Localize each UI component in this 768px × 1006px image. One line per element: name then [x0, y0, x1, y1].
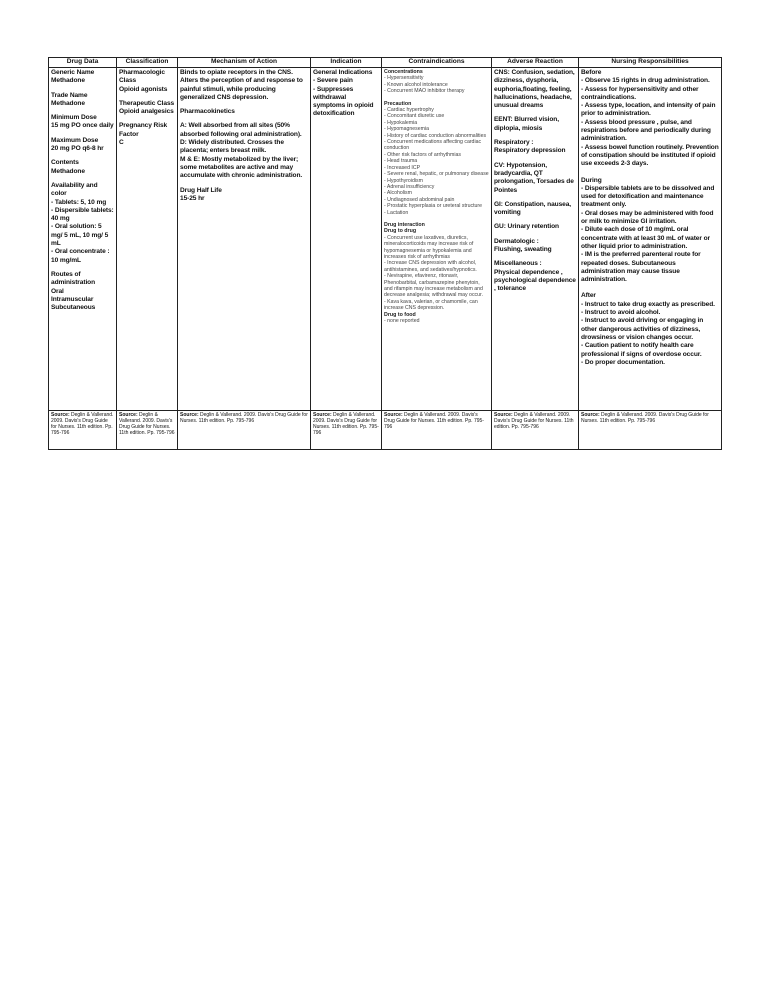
- half-life-value: 15-25 hr: [180, 194, 205, 202]
- therapeutic-class-label: Therapeutic Class: [119, 99, 175, 107]
- during-item: - IM is the preferred parenteral route for repeated doses. Subcutaneous administration may cause tissue administration.: [581, 251, 701, 284]
- indication-label: General Indications: [313, 69, 373, 76]
- gi-value: Constipation, nausea, vomiting: [494, 200, 572, 217]
- precaution-item: - Increased ICP: [384, 164, 421, 171]
- indication-item: - Severe pain: [313, 77, 353, 85]
- eent-value: Blurred vision, diplopia, miosis: [494, 116, 559, 132]
- pharmacologic-class-value: Opioid agonists: [119, 85, 168, 93]
- trade-name-value: Methadone: [51, 99, 85, 107]
- during-item: - Dilute each dose of 10 mg/mL oral concentrate with at least 30 mL of water or other liquid prior to administration.: [581, 226, 710, 250]
- header-indication: Indication: [311, 58, 382, 68]
- cv-label: CV:: [494, 161, 505, 169]
- source-label: Source:: [581, 412, 600, 418]
- indication-item: - Suppresses withdrawal symptoms in opioid detoxification: [313, 85, 374, 118]
- header-drug-data: Drug Data: [49, 58, 117, 68]
- drug-to-food-label: Drug to food: [384, 311, 416, 318]
- classification-cell: [117, 68, 178, 411]
- dermatologic-value: Flushing, sweating: [494, 246, 552, 254]
- header-adverse-reaction: Adverse Reaction: [492, 58, 579, 68]
- precaution-item: - History of cardiac conduction abnormalities: [384, 132, 487, 139]
- metabolism-text: M & E: Mostly metabolized by the liver; some metabolites are active and may accumulate with chronic administration.: [180, 155, 303, 180]
- precaution-item: - Hypokalemia: [384, 119, 418, 126]
- during-label: During: [581, 176, 602, 184]
- route-item: Subcutaneous: [51, 304, 96, 312]
- before-item: - Assess bowel function routinely. Prevention of constipation should be instituted if opioid use exceeds 2-3 days.: [581, 143, 719, 168]
- precaution-item: - Severe renal, hepatic, or pulmonary disease: [384, 171, 489, 178]
- half-life-label: Drug Half Life: [180, 186, 222, 194]
- contents-label: Contents: [51, 159, 79, 167]
- routes-label: Routes of administration: [51, 270, 96, 287]
- availability-item: - Oral solution: 5 mg/ 5 mL, 10 mg/ 5 mL: [51, 223, 109, 248]
- drug-to-drug-item: - Increase CNS depression with alcohol, antihistamines, and sedatives/hypnotics.: [384, 260, 477, 273]
- after-item: - Instruct to avoid driving or engaging in other dangerous activities of dizziness, drowsiness or vision changes occur.: [581, 317, 704, 341]
- adverse-gu: [494, 223, 576, 231]
- drug-to-drug-label: Drug to drug: [384, 228, 417, 235]
- source-row: [49, 411, 722, 450]
- trade-name-label: Trade Name: [51, 91, 88, 99]
- route-item: Oral: [51, 287, 64, 295]
- min-dose-label: Minimum Dose: [51, 114, 97, 122]
- source-label: Source:: [494, 412, 513, 418]
- precaution-item: - Hypothyroidism: [384, 177, 423, 184]
- source-text: Deglin & Vallerand. 2009. Davis's Drug Guide for Nurses. 11th edition. Pp. 795-796: [494, 412, 574, 430]
- drug-interaction-label: Drug interaction: [384, 221, 425, 228]
- gu-label: GU:: [494, 223, 506, 231]
- precaution-item: - Other risk factors of arrhythmias: [384, 151, 461, 158]
- concentration-item: - Concurrent MAO inhibitor therapy: [384, 88, 465, 95]
- absorption-text: A: Well absorbed from all sites (50% absorbed following oral administration).: [180, 122, 302, 138]
- max-dose-value: 20 mg PO q6-8 hr: [51, 145, 104, 153]
- source-text: Deglin & Vallerand. 2009. Davis's Drug Guide for Nurses. 11th edition. Pp. 795-796: [180, 412, 308, 424]
- cns-value: Confusion, sedation, dizziness, dysphoria, euphoria,floating, feeling, hallucinations, headache, unusual dreams: [494, 69, 575, 110]
- pharmacologic-class-label: Pharmacologic Class: [119, 69, 165, 85]
- respiratory-label: Respiratory :: [494, 139, 534, 147]
- precaution-item: - Alcoholism: [384, 190, 412, 197]
- source-label: Source:: [180, 412, 199, 418]
- source-label: Source:: [51, 412, 70, 418]
- during-item: - Dispersible tablets are to be dissolved and used for detoxification and maintenance treatment only.: [581, 184, 715, 209]
- indication-cell: [311, 68, 382, 411]
- after-item: - Instruct to avoid alcohol.: [581, 309, 661, 317]
- concentration-item: - Known alcohol intolerance: [384, 81, 448, 88]
- concentration-item: - Hypersensitivity: [384, 75, 424, 82]
- contraindications-cell: [382, 68, 492, 411]
- respiratory-value: Respiratory depression: [494, 147, 566, 155]
- source-label: Source:: [119, 412, 138, 418]
- availability-item: - Tablets: 5, 10 mg: [51, 198, 107, 206]
- before-item: - Assess for hypersensitivity and other contraindications.: [581, 85, 699, 101]
- gi-label: GI:: [494, 200, 503, 208]
- source-cell: [382, 411, 492, 450]
- miscellaneous-label: Miscellaneous :: [494, 260, 542, 268]
- therapeutic-class-value: Opioid analgesics: [119, 108, 174, 116]
- source-text: Deglin & Vallerand. 2009. Davis's Drug Guide for Nurses. 11th edition. Pp. 795-796: [51, 412, 114, 436]
- precaution-item: - Lactation: [384, 209, 409, 216]
- gu-value: Urinary retention: [507, 223, 559, 231]
- source-cell: [579, 411, 722, 450]
- precaution-item: - Concomitant diuretic use: [384, 113, 445, 120]
- eent-label: EENT:: [494, 116, 513, 124]
- header-mechanism: Mechanism of Action: [178, 58, 311, 68]
- availability-item: - Dispersible tablets: 40 mg: [51, 206, 114, 223]
- contents-value: Methadone: [51, 167, 85, 175]
- after-item: - Instruct to take drug exactly as prescribed.: [581, 300, 715, 308]
- pregnancy-risk-label: Pregnancy Risk Factor: [119, 122, 168, 138]
- before-label: Before: [581, 69, 602, 76]
- before-item: - Observe 15 rights in drug administration.: [581, 77, 710, 85]
- source-cell: [492, 411, 579, 450]
- drug-card-table: [48, 57, 722, 450]
- min-dose-value: 15 mg PO once daily: [51, 122, 114, 130]
- before-item: - Assess blood pressure , pulse, and respirations before and periodically during administration.: [581, 118, 711, 143]
- route-item: Intramuscular: [51, 295, 94, 303]
- availability-item: - Oral concentrate : 10 mg/mL: [51, 248, 110, 264]
- adverse-reaction-cell: [492, 68, 579, 411]
- generic-name-label: Generic Name: [51, 69, 95, 76]
- precaution-item: - Head trauma: [384, 158, 418, 165]
- after-item: - Do proper documentation.: [581, 358, 665, 366]
- before-item: - Assess type, location, and intensity of pain prior to administration.: [581, 102, 716, 118]
- drug-to-drug-item: - Nevirapine, efavirenz, ritonavir, Phenobarbital, carbamazepine phenytoin, and rifampin may increase metabolism and decrease analgesia; withdrawal may occur.: [384, 273, 483, 299]
- source-cell: [117, 411, 178, 450]
- precaution-item: - Prostatic hyperplasia or ureteral structure: [384, 203, 483, 210]
- header-contraindications: Contraindications: [382, 58, 492, 68]
- precaution-item: - Hypomagnesemia: [384, 126, 429, 133]
- concentrations-label: Concentrations: [384, 69, 423, 75]
- nursing-cell: [579, 68, 722, 411]
- drug-data-cell: [49, 68, 117, 411]
- availability-label: Availability and color: [51, 181, 98, 198]
- drug-to-food-item: - none reported: [384, 318, 420, 325]
- mechanism-cell: [178, 68, 311, 411]
- header-classification: Classification: [117, 58, 178, 68]
- adverse-gi: [494, 201, 576, 218]
- source-label: Source:: [384, 412, 403, 418]
- drug-to-drug-item: - Concurrent use laxatives, diuretics, mineralocorticoids may increase risk of hypomagnesemia or hypokalemia and increases risk of arrhythmias: [384, 234, 474, 260]
- source-text: Deglin & Vallerand. 2009. Davis's Drug Guide for Nurses. 11th edition. Pp. 795-796: [313, 412, 379, 436]
- max-dose-label: Maximum Dose: [51, 136, 99, 144]
- precaution-item: - Cardiac hypertrophy: [384, 107, 434, 114]
- source-cell: [311, 411, 382, 450]
- pharmacokinetics-label: Pharmacokinetics: [180, 108, 235, 116]
- distribution-text: D: Widely distributed. Crosses the placenta; enters breast milk.: [180, 139, 284, 155]
- miscellaneous-value: Physical dependence , psychological dependence , tolerance: [494, 268, 576, 293]
- adverse-eent: [494, 116, 576, 133]
- cv-value: Hypotension, bradycardia, QT prolongation, Torsades de Pointes: [494, 161, 574, 194]
- after-item: - Caution patient to notify health care professional if signs of overdose occur.: [581, 342, 702, 358]
- precaution-item: - Undiagnosed abdominal pain: [384, 196, 455, 203]
- source-cell: [178, 411, 311, 450]
- header-row: [49, 58, 722, 68]
- source-text: Deglin & Vallerand. 2009. Davis's Drug Guide for Nurses. 11th edition. Pp. 795-796: [384, 412, 484, 430]
- generic-name-value: Methadone: [51, 77, 85, 85]
- precaution-item: - Adrenal insufficiency: [384, 183, 435, 190]
- precaution-label: Precaution: [384, 100, 412, 107]
- mechanism-text: Binds to opiate receptors in the CNS. Alters the perception of and response to painful stimuli, while producing generalized CNS depression.: [180, 69, 303, 101]
- adverse-cns: [494, 69, 576, 110]
- dermatologic-label: Dermatologic :: [494, 237, 539, 245]
- drug-to-drug-item: - Kava kava, valerian, or chamomile, can increase CNS depression.: [384, 298, 478, 312]
- source-text: Deglin & Vallerand. 2009. Davis's Drug Guide for Nurses. 11th edition. Pp. 795-796: [119, 412, 175, 436]
- after-label: After: [581, 292, 596, 300]
- during-item: - Oral doses may be administered with food or milk to minimize GI irritation.: [581, 209, 714, 226]
- content-row: [49, 68, 722, 411]
- pregnancy-risk-value: C: [119, 139, 124, 147]
- source-cell: [49, 411, 117, 450]
- source-label: Source:: [313, 412, 332, 418]
- source-text: Deglin & Vallerand. 2009. Davis's Drug Guide for Nurses. 11th edition. Pp. 795-796: [581, 412, 709, 424]
- precaution-item: - Concurrent medications affecting cardiac conduction: [384, 139, 482, 152]
- adverse-cv: [494, 162, 576, 195]
- cns-label: CNS:: [494, 69, 510, 76]
- header-nursing-responsibilities: Nursing Responsibilities: [579, 58, 722, 68]
